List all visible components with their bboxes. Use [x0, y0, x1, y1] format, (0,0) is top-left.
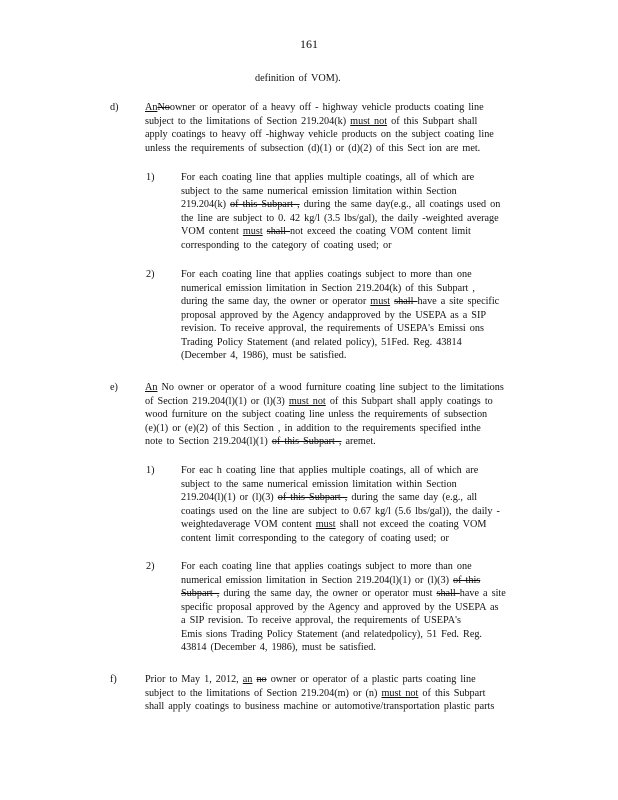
text-run: apply coatings to heavy off -highway vehicle products on the subject coating line — [145, 129, 494, 140]
text-run: weightedaverage VOM content — [181, 519, 316, 530]
text-run: during the same day (e.g., all — [347, 492, 478, 503]
text-run: 219.204(k) — [181, 199, 231, 210]
struck-text: of this Subpart , — [271, 436, 342, 447]
subparagraph-line — [181, 628, 482, 642]
subparagraph-line — [181, 601, 498, 615]
subparagraph-line — [181, 532, 449, 546]
inserted-text: An — [145, 102, 158, 113]
text-run: have a site — [459, 588, 506, 599]
text-run: of this Subpart — [418, 687, 486, 699]
text-run: owner or operator of a heavy off - highway vehicle products coating line — [169, 102, 484, 113]
subitem-label: 1) — [146, 465, 155, 476]
text-run: shall not exceed the coating VOM — [335, 519, 487, 530]
item-label: d) — [110, 102, 119, 113]
paragraph-line — [145, 395, 493, 409]
text-run: the line are subject to 0. 42 kg/l (3.5 lbs/gal), the daily -weighted average — [181, 212, 499, 224]
text-run: a SIP revision. To receive approval, the requirements of USEPA's — [181, 615, 461, 626]
subitem-label: 1) — [146, 172, 155, 183]
text-run: note to Section 219.204(l)(1) — [145, 436, 272, 447]
subparagraph-line — [181, 518, 486, 532]
struck-text: Subpart , — [181, 588, 220, 599]
subparagraph-line — [181, 587, 506, 601]
struck-text: shall — [266, 226, 291, 237]
text-run: For each coating line that applies coatings subject to more than one — [181, 561, 472, 572]
subparagraph-line — [181, 349, 346, 363]
subparagraph-line — [181, 225, 471, 239]
text-run: numerical emission limitation in Section 219.204(k) of this Subpart , — [181, 282, 475, 294]
text-run: 43814 (December 4, 1986), must be satisfied. — [181, 642, 376, 653]
struck-text: no — [256, 674, 267, 685]
subparagraph-line — [181, 491, 477, 505]
subparagraph-line — [181, 505, 500, 519]
paragraph-line — [145, 101, 484, 115]
paragraph-line — [145, 408, 487, 422]
paragraph-line — [145, 700, 494, 714]
paragraph-line — [145, 422, 481, 436]
text-run: coatings used on the line are subject to 0.67 kg/l (5.6 lbs/gal)), the daily - — [181, 505, 500, 517]
subparagraph-line — [181, 478, 457, 492]
subparagraph-line — [181, 185, 457, 199]
text-run: content limit corresponding to the category of coating used; or — [181, 532, 449, 544]
text-run: No owner or operator of a wood furniture coating line subject to the limitations — [157, 382, 504, 393]
inserted-text: must not — [381, 687, 419, 699]
text-run: subject to the limitations of Section 219.204(m) or (n) — [145, 687, 382, 699]
subparagraph-line — [181, 239, 392, 253]
text-run: during the same day, the owner or operator must — [219, 588, 437, 599]
text-run: 219.204(l)(1) or (l)(3) — [181, 492, 278, 503]
text-run: Prior to May 1, 2012, — [145, 674, 243, 685]
paragraph-line — [145, 435, 376, 449]
text-run: Trading Policy Statement (and related policy), 51Fed. Reg. 43814 — [181, 336, 462, 348]
struck-text: shall — [436, 588, 460, 599]
subparagraph-line — [181, 295, 499, 309]
text-run: shall apply coatings to business machine or automotive/transportation plastic parts — [145, 701, 495, 712]
text-run: numerical emission limitation in Section 219.204(l)(1) or (l)(3) — [181, 574, 454, 586]
text-run: of this Subpart shall apply coatings to — [325, 395, 493, 407]
text-run: of this Subpart shall — [387, 115, 478, 127]
inserted-text: must not — [288, 395, 326, 407]
text-run: aremet. — [341, 436, 376, 447]
paragraph-line — [145, 673, 476, 687]
subparagraph-line — [181, 641, 376, 655]
subitem-label: 2) — [146, 561, 155, 572]
text-run: proposal approved by the Agency andapproved by the USEPA as a SIP — [181, 309, 487, 321]
subparagraph-line — [181, 574, 480, 588]
subparagraph-line — [181, 212, 499, 226]
subparagraph-line — [181, 560, 472, 574]
page-number: 161 — [300, 37, 318, 51]
paragraph-line — [145, 115, 477, 129]
text-run: specific proposal approved by the Agency and approved by the USEPA as — [181, 601, 499, 613]
subparagraph-line — [181, 322, 484, 336]
paragraph-line — [145, 687, 485, 701]
text-run: revision. To receive approval, the requirements of USEPA's Emissi ons — [181, 323, 484, 334]
inserted-text: must — [315, 519, 336, 530]
text-run: have a site specific — [417, 296, 500, 307]
text-run: not exceed the coating VOM content limit — [290, 226, 471, 237]
subparagraph-line — [181, 282, 475, 296]
subparagraph-line — [181, 336, 462, 350]
inserted-text: An — [145, 382, 158, 393]
text-run: For each coating line that applies multiple coatings, all of which are — [181, 172, 475, 183]
subparagraph-line — [181, 198, 500, 212]
struck-text: of this Subpart , — [230, 199, 300, 210]
paragraph-line — [145, 128, 494, 142]
text-run: For eac h coating line that applies multiple coatings, all of which are — [181, 465, 479, 476]
text-run: during the same day, the owner or operator — [181, 296, 371, 307]
inserted-text: must not — [350, 115, 388, 127]
text-run: (December 4, 1986), must be satisfied. — [181, 350, 347, 361]
inserted-text: must — [242, 226, 263, 237]
inserted-text: must — [370, 296, 391, 307]
inserted-text: an — [242, 674, 253, 685]
subitem-label: 2) — [146, 269, 155, 280]
text-run: wood furniture on the subject coating line unless the requirements of subsection — [145, 409, 488, 420]
text-run: subject to the limitations of Section 219.204(k) — [145, 115, 351, 127]
text-run: VOM content — [181, 226, 243, 237]
text-run: of Section 219.204(l)(1) or (l)(3) — [145, 395, 289, 407]
text-run: (e)(1) or (e)(2) of this Section , in addition to the requirements specified inthe — [145, 422, 481, 434]
text-run: corresponding to the category of coating used; or — [181, 239, 392, 251]
text-run: owner or operator of a plastic parts coating line — [266, 674, 476, 685]
paragraph-line — [145, 381, 504, 395]
text-run: subject to the same numerical emission limitation within Section — [181, 478, 457, 490]
text-run: during the same day(e.g., all coatings used on — [299, 199, 501, 210]
subparagraph-line — [181, 268, 472, 282]
subparagraph-line — [181, 614, 461, 628]
subparagraph-line — [181, 309, 486, 323]
struck-text: No — [157, 102, 170, 113]
item-label: f) — [110, 674, 117, 685]
struck-text: of this — [453, 574, 481, 586]
item-label: e) — [110, 382, 118, 393]
intro-line: definition of VOM). — [255, 73, 341, 84]
text-run: subject to the same numerical emission limitation within Section — [181, 185, 457, 197]
struck-text: shall — [394, 296, 418, 307]
text-run: unless the requirements of subsection (d)(1) or (d)(2) of this Sect ion are met. — [145, 142, 481, 154]
subparagraph-line — [181, 464, 478, 478]
struck-text: of this Subpart , — [277, 492, 348, 503]
paragraph-line — [145, 142, 480, 156]
text-run: For each coating line that applies coatings subject to more than one — [181, 269, 472, 280]
subparagraph-line — [181, 171, 474, 185]
text-run: Emis sions Trading Policy Statement (and relatedpolicy), 51 Fed. Reg. — [181, 628, 482, 640]
